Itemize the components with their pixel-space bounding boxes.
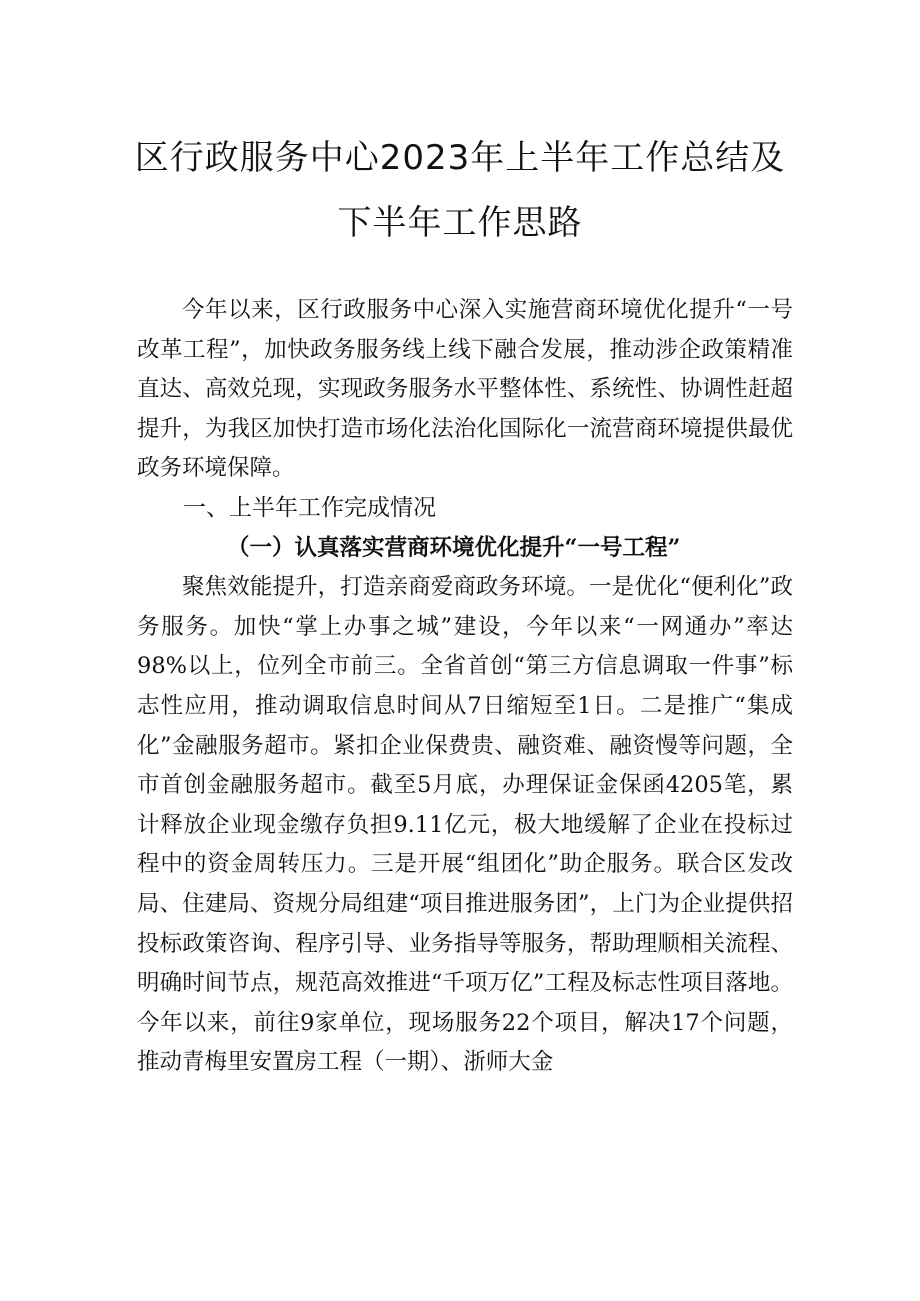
document-title-line-2: 下半年工作思路	[337, 203, 583, 243]
intro-paragraph: 今年以来，区行政服务中心深入实施营商环境优化提升“一号改革工程”，加快政务服务线上线下融合发展，推动涉企政策精准直达、高效兑现，实现政务服务水平整体性、系统性、协调性赶超提升，为我区加快打造市场化法治化国际化一流营商环境提供最优政务环境保障。	[137, 297, 793, 482]
section-heading: 一、上半年工作完成情况	[183, 494, 436, 521]
document-title-line-1: 区行政服务中心2023年上半年工作总结及	[134, 138, 786, 178]
body-paragraph: 聚焦效能提升，打造亲商爱商政务环境。一是优化“便利化”政务服务。加快“掌上办事之城”建设，今年以来“一网通办”率达98%以上，位列全市前三。全省首创“第三方信息调取一件事”标志性应用，推动调取信息时间从7日缩短至1日。二是推广“集成化”金融服务超市。紧扣企业保费贵、融资难、融资慢等问题，全市首创金融服务超市。截至5月底，办理保证金保函4205笔，累计释放企业现金缴存负担9.11亿元，极大地缓解了企业在投标过程中的资金周转压力。三是开展“组团化”助企服务。联合区发改局、住建局、资规分局组建“项目推进服务团”，上门为企业提供招投标政策咨询、程序引导、业务指导等服务，帮助理顺相关流程、明确时间节点，规范高效推进“千项万亿”工程及标志性项目落地。今年以来，前往9家单位，现场服务22个项目，解决17个问题，推动青梅里安置房工程（一期）、浙师大金	[137, 574, 793, 1076]
document-body	[137, 291, 793, 1083]
subsection-heading: （一）认真落实营商环境优化提升“一号工程”	[227, 534, 681, 561]
